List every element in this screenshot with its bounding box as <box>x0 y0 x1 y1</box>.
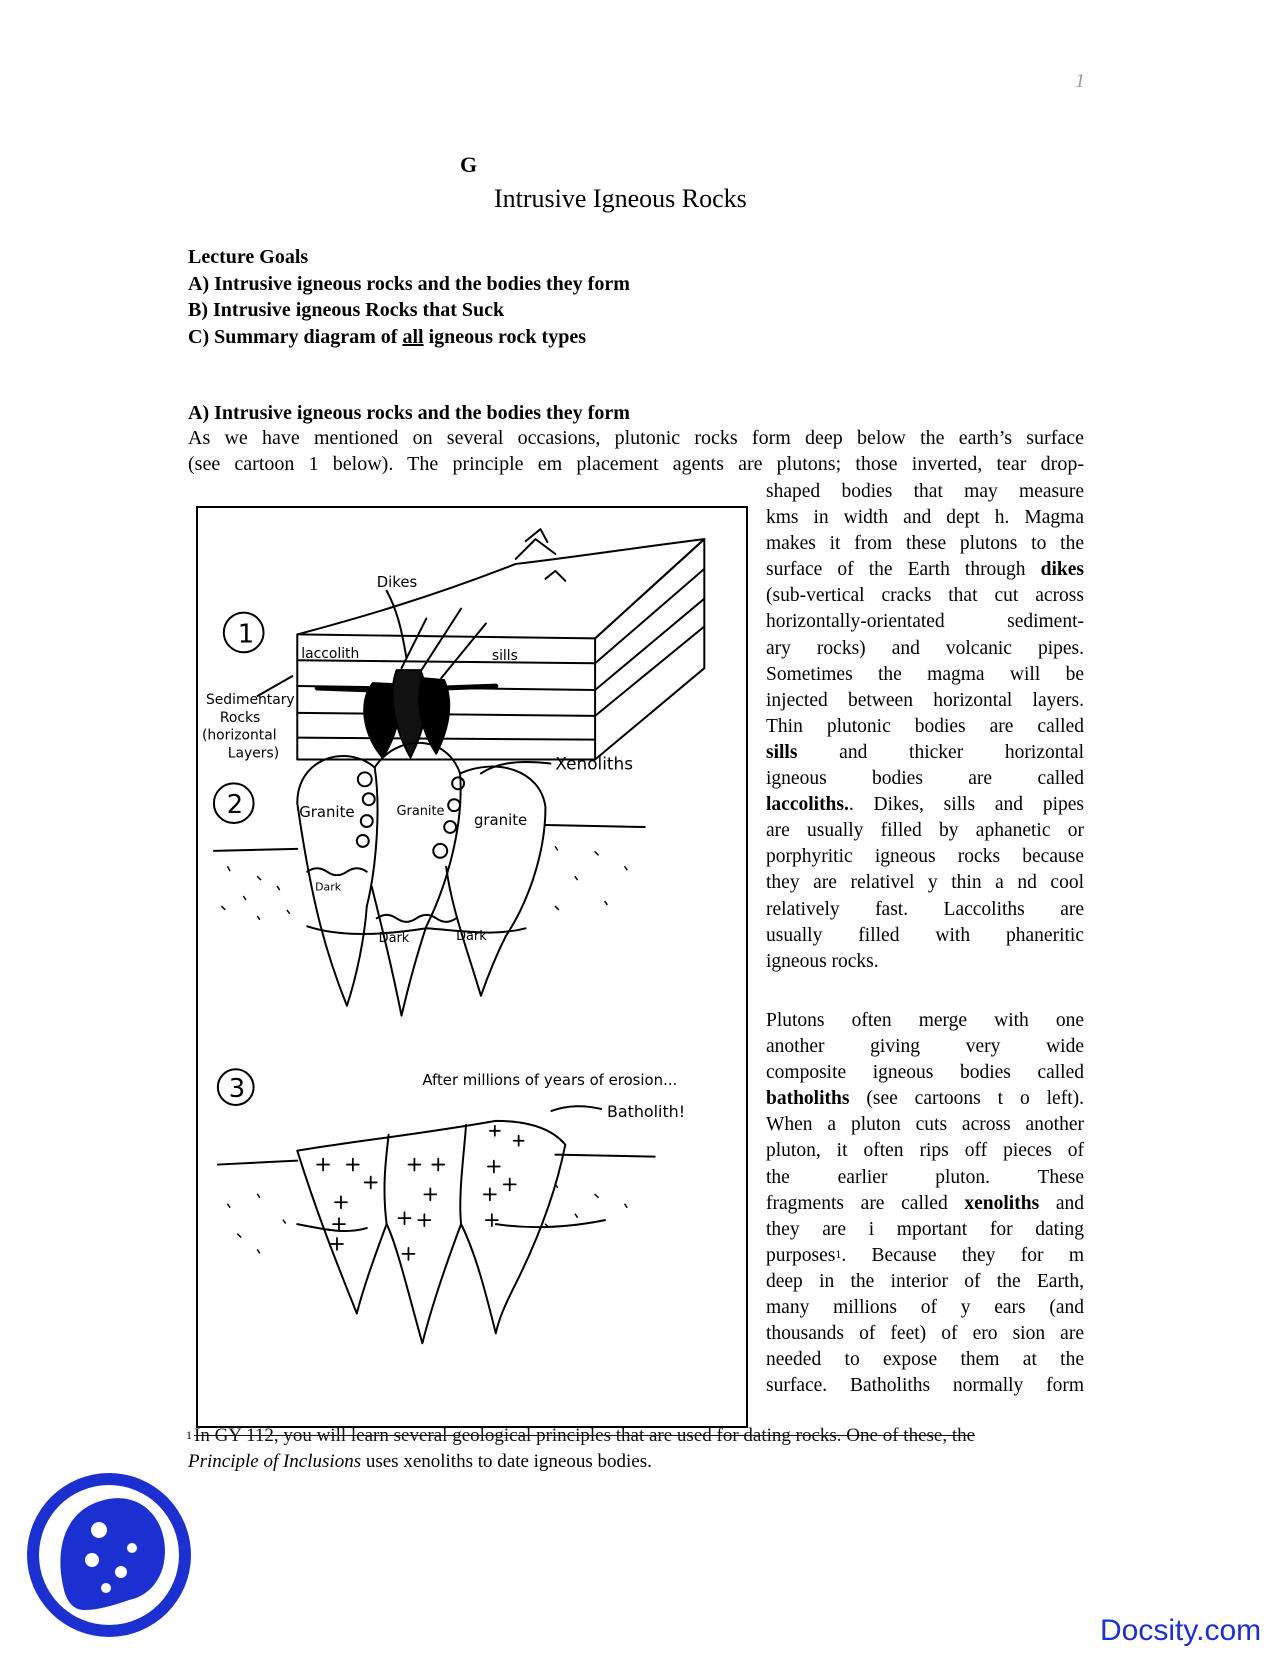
goal-c: C) Summary diagram of all igneous rock types <box>188 325 586 348</box>
cartoon-1-number: 1 <box>237 619 255 650</box>
xenolith <box>433 844 447 858</box>
column-line: Thin plutonic bodies are called <box>766 715 1084 737</box>
column-line: igneous rocks. <box>766 950 879 972</box>
label-dark-2: Dark <box>378 931 410 947</box>
intro-line-2: (see cartoon 1 below). The principle em placement agents are plutons; those inverted, tear drop- <box>188 453 1084 475</box>
column-line: kms in width and dept h. Magma <box>766 507 1084 529</box>
principle-of-inclusions: Principle of Inclusions <box>188 1451 362 1472</box>
label-sedimentary-3: (horizontal <box>201 727 277 744</box>
goal-c-emphasis: all <box>402 325 424 348</box>
label-xenoliths: Xenoliths <box>555 753 634 774</box>
xenolith <box>361 815 373 827</box>
term-batholiths: batholiths <box>766 1088 850 1110</box>
label-sedimentary-1: Sedimentary <box>205 691 295 708</box>
column-line: relatively fast. Laccoliths are <box>766 898 1084 920</box>
term-dikes: dikes <box>1040 559 1084 581</box>
column-line: composite igneous bodies called <box>766 1062 1084 1084</box>
label-dikes: Dikes <box>376 572 418 591</box>
column-line: shaped bodies that may measure <box>766 481 1084 502</box>
goal-a: A) Intrusive igneous rocks and the bodies they form <box>188 272 630 295</box>
column-line: surface. Batholiths normally form <box>766 1375 1084 1397</box>
column-line: pluton, it often rips off pieces of <box>766 1140 1084 1162</box>
sediment-texture <box>222 847 627 919</box>
footnote-reference[interactable]: 1 <box>835 1246 842 1261</box>
term-xenoliths: xenoliths <box>964 1192 1040 1214</box>
lecture-goals <box>188 244 630 350</box>
xenolith <box>448 799 460 811</box>
xenolith <box>357 835 369 847</box>
label-erosion: After millions of years of erosion... <box>422 1071 678 1090</box>
label-sedimentary-4: Layers) <box>227 745 280 762</box>
column-line: thousands of feet) of ero sion are <box>766 1323 1084 1345</box>
volcano-marks <box>516 529 566 581</box>
label-laccolith: laccolith <box>301 646 360 663</box>
footnote-line-2: Principle of Inclusions uses xenoliths to date igneous bodies. <box>188 1451 652 1472</box>
pluton-cartoon-figure <box>196 506 748 1428</box>
column-paragraph-1 <box>766 479 1084 975</box>
cartoon-1 <box>202 529 704 761</box>
xenolith <box>444 821 456 833</box>
goal-b: B) Intrusive igneous Rocks that Suck <box>188 299 505 321</box>
contact-wave <box>377 915 456 922</box>
term-laccoliths: laccoliths. <box>766 794 849 816</box>
column-line: porphyritic igneous rocks because <box>766 846 1084 868</box>
page-title: Intrusive Igneous Rocks <box>494 184 747 213</box>
label-granite-3: granite <box>473 811 528 830</box>
column-line: usually filled with phaneritic <box>766 924 1084 946</box>
cartoon-2-number: 2 <box>226 790 244 821</box>
column-line: another giving very wide <box>766 1036 1084 1058</box>
phaneritic-texture <box>317 1126 523 1260</box>
column-line: purposes$^1$. Because they for m <box>766 1244 1084 1266</box>
cartoon-2 <box>214 743 645 1016</box>
column-line: makes it from these plutons to the <box>766 533 1084 555</box>
column-line: horizontally-orientated sediment- <box>766 611 1084 633</box>
section-a-heading: A) Intrusive igneous rocks and the bodies they form <box>188 402 630 424</box>
contact-wave <box>307 868 367 875</box>
column-line: sills and thicker horizontal <box>766 741 1084 763</box>
column-line: many millions of y ears (and <box>766 1297 1084 1319</box>
column-line: igneous bodies are called <box>766 768 1084 790</box>
footnote-line-1: In GY 112, you will learn several geological principles that are used for dating rocks. One of these, the <box>194 1425 976 1446</box>
dike-lines <box>402 609 486 678</box>
column-line: they are relativel y thin a nd cool <box>766 872 1084 894</box>
column-line: surface of the Earth through dikes <box>766 559 1084 581</box>
batholith-outline <box>297 1121 565 1343</box>
xenolith <box>452 777 464 789</box>
label-dark-3: Dark <box>456 929 487 945</box>
batholith-internal-contacts <box>384 1125 466 1224</box>
column-line: needed to expose them at the <box>766 1349 1084 1371</box>
column-line: are usually filled by aphanetic or <box>766 820 1084 842</box>
column-line: laccoliths.. Dikes, sills and pipes <box>766 794 1084 816</box>
column-line: deep in the interior of the Earth, <box>766 1270 1084 1292</box>
label-dark-1: Dark <box>315 880 342 894</box>
batholith-base-line <box>297 1220 605 1231</box>
label-granite-2: Granite <box>396 804 445 820</box>
column-line: (sub-vertical cracks that cut across <box>766 585 1084 607</box>
footnote-mark: 1 <box>186 1428 192 1442</box>
column-line: the earlier pluton. These <box>766 1166 1084 1188</box>
intro-line-1: As we have mentioned on several occasions, plutonic rocks form deep below the earth’s surface <box>188 427 1084 449</box>
column-line: ary rocks) and volcanic pipes. <box>766 637 1084 659</box>
label-sills: sills <box>491 648 518 665</box>
page-number: 1 <box>1075 70 1085 92</box>
column-line: When a pluton cuts across another <box>766 1114 1084 1136</box>
docsity-brand-link[interactable]: Docsity.com <box>1100 1614 1262 1647</box>
chapter-letter: G <box>460 152 478 177</box>
column-line: batholiths (see cartoons t o left). <box>766 1088 1084 1110</box>
column-paragraph-2 <box>766 1008 1084 1399</box>
column-line: Plutons often merge with one <box>766 1010 1084 1031</box>
cartoon-3 <box>218 1069 685 1343</box>
label-batholith: Batholith! <box>607 1101 686 1121</box>
cartoon-3-number: 3 <box>228 1074 246 1105</box>
column-line: Sometimes the magma will be <box>766 663 1084 685</box>
label-granite-1: Granite <box>299 803 355 822</box>
column-line: they are i mportant for dating <box>766 1218 1084 1240</box>
column-line: fragments are called xenoliths and <box>766 1192 1084 1214</box>
term-sills: sills <box>766 741 798 763</box>
goals-heading: Lecture Goals <box>188 246 309 268</box>
docsity-logo-icon[interactable] <box>24 1470 194 1640</box>
xenolith <box>358 772 372 786</box>
xenolith <box>363 793 375 805</box>
column-line: injected between horizontal layers. <box>766 689 1084 711</box>
label-sedimentary-2: Rocks <box>219 709 261 726</box>
